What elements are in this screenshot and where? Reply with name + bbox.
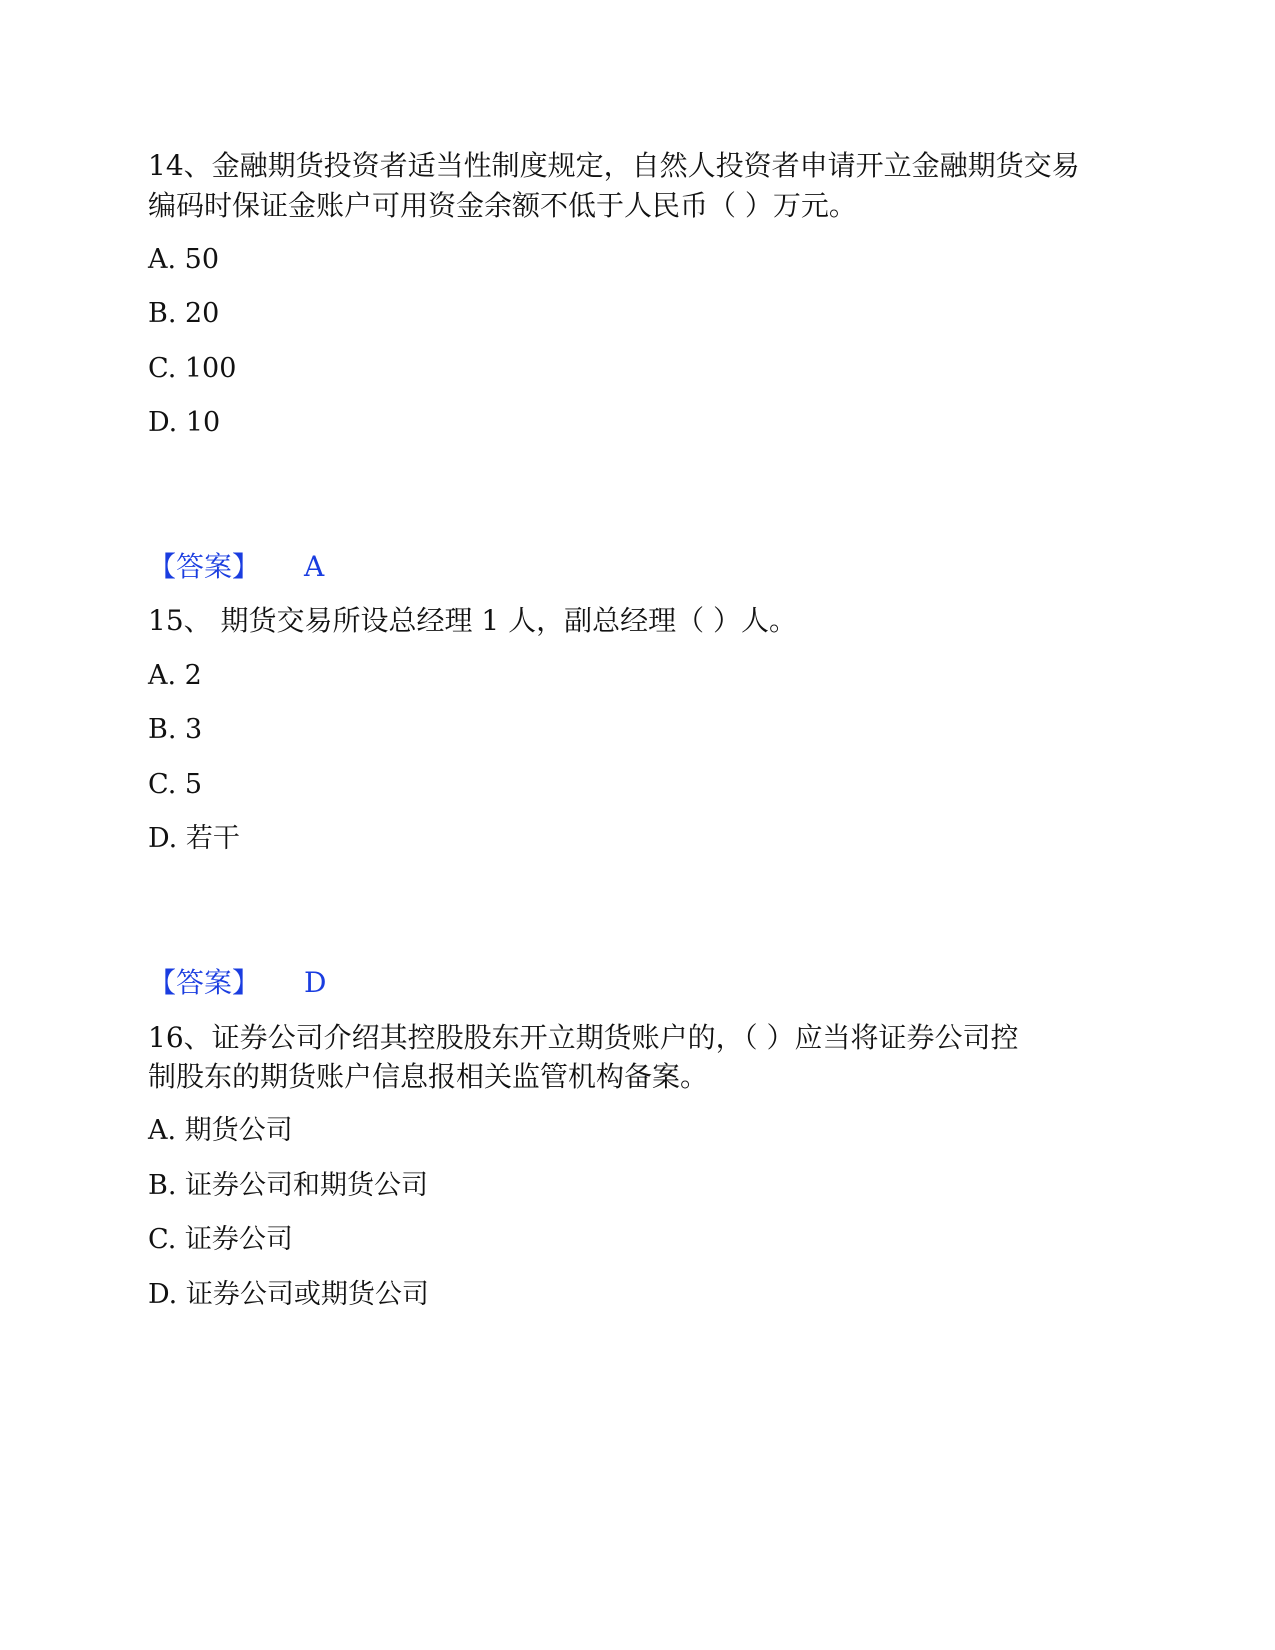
question-16-option-d: D. 证券公司或期货公司 bbox=[148, 1279, 429, 1310]
question-14-option-d: D. 10 bbox=[148, 407, 221, 438]
question-15-option-b: B. 3 bbox=[148, 714, 203, 745]
question-14-text-line-2: 编码时保证金账户可用资金余额不低于人民币（ ）万元。 bbox=[148, 189, 857, 222]
question-15-option-a: A. 2 bbox=[148, 660, 202, 691]
question-14-option-c: C. 100 bbox=[148, 353, 237, 384]
question-15-answer bbox=[148, 963, 326, 1003]
question-15-option-d: D. 若干 bbox=[148, 823, 240, 854]
question-16-option-b: B. 证券公司和期货公司 bbox=[148, 1170, 429, 1201]
question-16-text-line-2: 制股东的期货账户信息报相关监管机构备案。 bbox=[148, 1060, 709, 1093]
question-14-option-a: A. 50 bbox=[148, 244, 220, 275]
question-15-text-line-1: 15、 期货交易所设总经理 1 人，副总经理（ ）人。 bbox=[148, 604, 798, 637]
question-16-text-line-1: 16、证券公司介绍其控股股东开立期货账户的，（ ）应当将证券公司控 bbox=[148, 1021, 1019, 1054]
question-16-option-c: C. 证券公司 bbox=[148, 1224, 293, 1255]
answer-label: 【答案】 bbox=[148, 966, 261, 999]
question-14-text-line-1: 14、金融期货投资者适当性制度规定，自然人投资者申请开立金融期货交易 bbox=[148, 149, 1080, 182]
question-14-answer bbox=[148, 547, 324, 587]
question-16-option-a: A. 期货公司 bbox=[148, 1115, 293, 1146]
answer-value: D bbox=[304, 966, 327, 999]
answer-label: 【答案】 bbox=[148, 550, 261, 583]
question-14-option-b: B. 20 bbox=[148, 298, 220, 329]
answer-value: A bbox=[304, 550, 325, 583]
question-15-option-c: C. 5 bbox=[148, 769, 203, 800]
